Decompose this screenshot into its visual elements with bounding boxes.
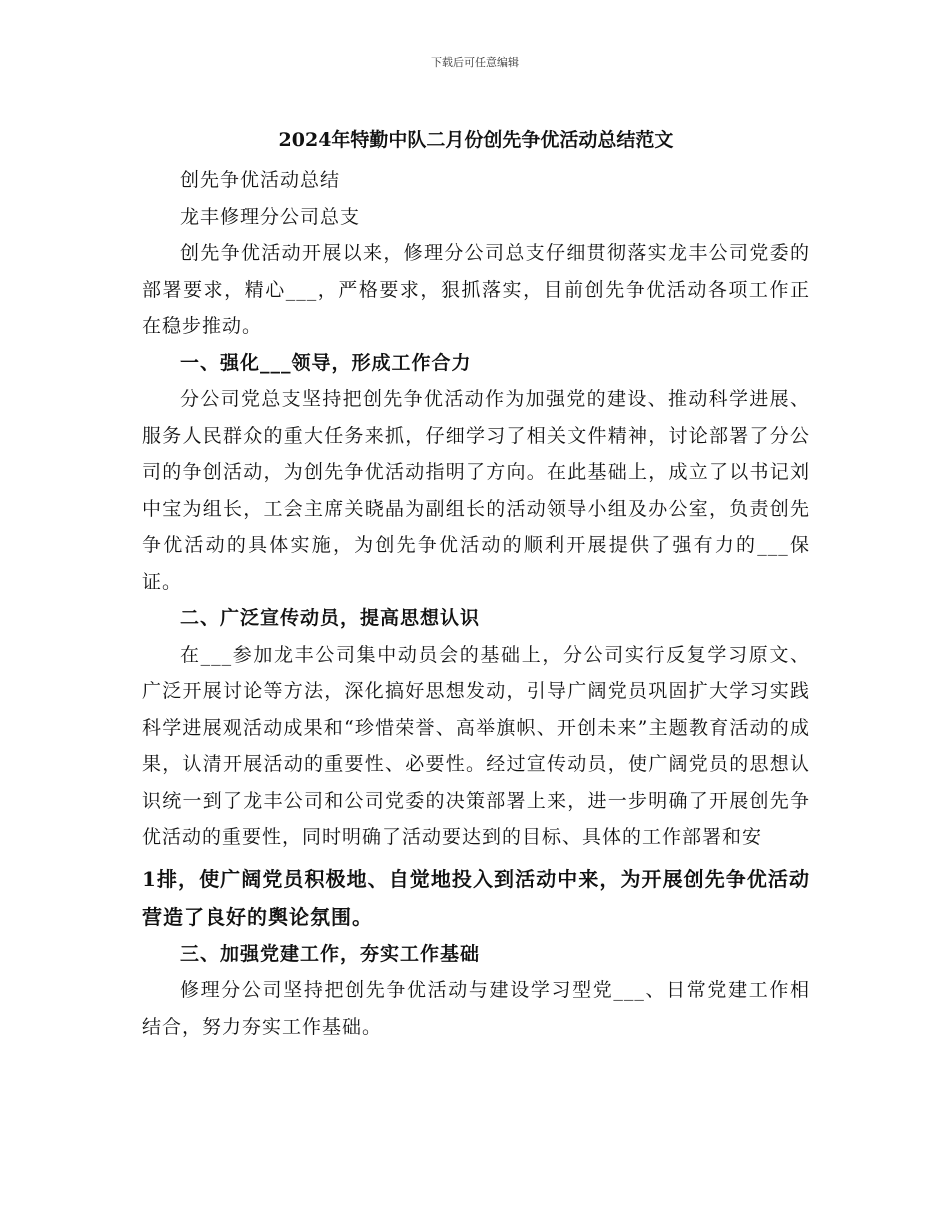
paragraph-section-2: 在___参加龙丰公司集中动员会的基础上，分公司实行反复学习原文、广泛开展讨论等方法，深化搞好思想发动，引导广阔党员巩固扩大学习实践科学进展观活动成果和“珍惜荣誉、高举旗帜、开创未来”主题教育活动的成果，认清开展活动的重要性、必要性。经过宣传动员，使广阔党员的思想认识统一到了龙丰公司和公司党委的决策部署上来，进一步明确了开展创先争优活动的重要性，同时明确了活动要达到的目标、具体的工作部署和安 — [142, 643, 810, 848]
section-heading-1: 一、强化___领导，形成工作合力 — [180, 351, 472, 374]
paragraph-section-3: 修理分公司坚持把创先争优活动与建设学习型党___、日常党建工作相结合，努力夯实工作基础。 — [142, 979, 810, 1038]
section-heading-2: 二、广泛宣传动员，提高思想认识 — [180, 607, 481, 629]
paragraph-author: 龙丰修理分公司总支 — [180, 205, 361, 228]
page-header: 下载后可任意编辑 — [431, 56, 519, 69]
paragraph-section-1: 分公司党总支坚持把创先争优活动作为加强党的建设、推动科学进展、服务人民群众的重大任务来抓，仔细学习了相关文件精神，讨论部署了分公司的争创活动，为创先争优活动指明了方向。在此基础上，成立了以书记刘中宝为组长，工会主席关晓晶为副组长的活动领导小组及办公室，负责创先争优活动的具体实施，为创先争优活动的顺利开展提供了强有力的___保证。 — [142, 388, 810, 593]
document-title: 2024年特勤中队二月份创先争优活动总结范文 — [278, 129, 674, 151]
paragraph-intro: 创先争优活动开展以来，修理分公司总支仔细贯彻落实龙丰公司党委的部署要求，精心___，严格要求，狠抓落实，目前创先争优活动各项工作正在稳步推动。 — [142, 242, 810, 337]
paragraph-bold-continuation: 1排，使广阔党员积极地、自觉地投入到活动中来，为开展创先争优活动营造了良好的舆论氛围。 — [142, 866, 810, 929]
paragraph-subtitle: 创先争优活动总结 — [180, 169, 341, 191]
section-heading-3: 三、加强党建工作，夯实工作基础 — [180, 942, 481, 965]
document-body — [142, 122, 810, 1045]
